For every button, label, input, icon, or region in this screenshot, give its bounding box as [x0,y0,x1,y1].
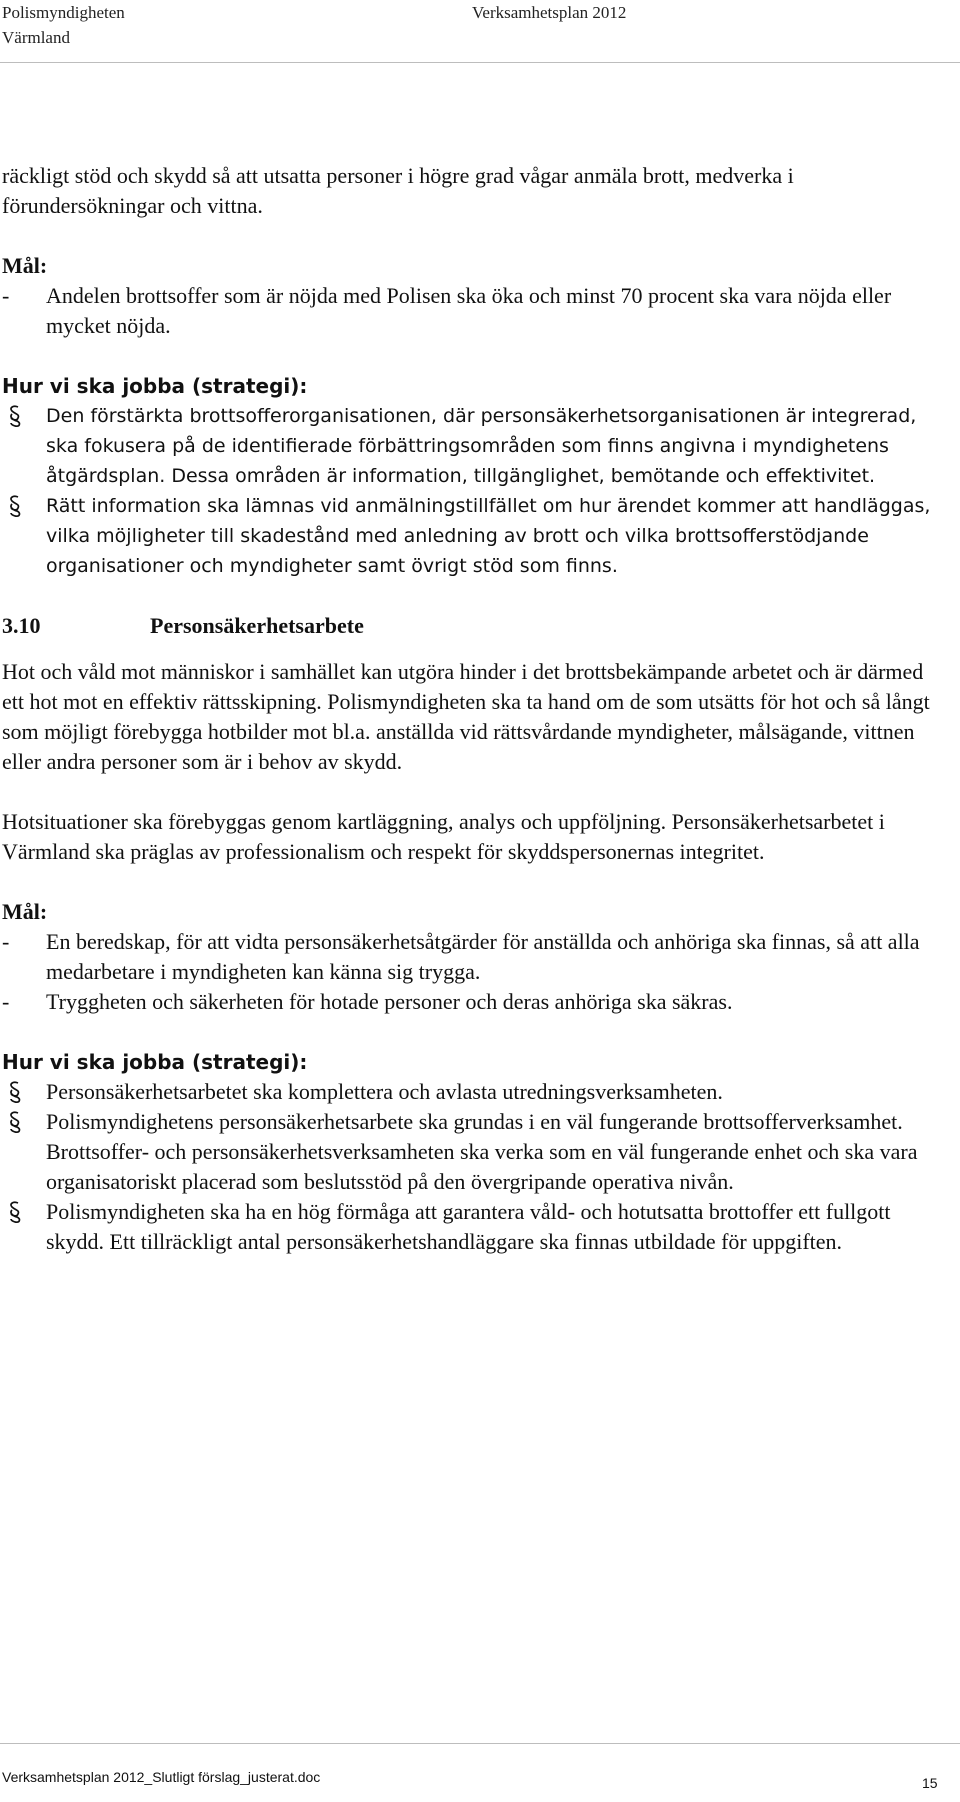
section-sign-bullet-icon [4,1200,26,1224]
page-number: 15 [922,1775,938,1791]
goal-text: Tryggheten och säkerheten för hotade personer och deras anhöriga ska säkras. [46,989,733,1014]
footer-filename: Verksamhetsplan 2012_Slutligt förslag_justerat.doc [2,1769,321,1785]
section-sign-bullet-icon [4,1080,26,1104]
footer-divider [0,1743,960,1744]
document-body [2,161,942,1257]
strategy-text: Rätt information ska lämnas vid anmälningstillfället om hur ärendet kommer att handläggas, vilka möjligheter till skadestånd med anledning av brott och vilka brottsofferstödjande organisationer och myndigheter samt övrigt stöd som finns. [46,495,931,577]
goal-text: En beredskap, för att vidta personsäkerhetsåtgärder för anställda och anhöriga ska finnas, så att alla medarbetare i myndigheten kan känna sig trygga. [46,929,920,984]
goals-heading: Mål: [2,899,48,924]
strategy-item [2,1077,942,1107]
header-org-line2: Värmland [2,28,70,47]
section-number: 3.10 [2,613,41,638]
section-paragraph: Hotsituationer ska förebyggas genom kartläggning, analys och uppföljning. Personsäkerhetsarbetet i Värmland ska präglas av professionalism och respekt för skyddspersonernas integritet. [2,809,885,864]
goal-item: - Tryggheten och säkerheten för hotade personer och deras anhöriga ska säkras. [2,989,733,1014]
goals-heading: Mål: [2,253,48,278]
header-document-title: Verksamhetsplan 2012 [472,3,627,22]
intro-paragraph: räckligt stöd och skydd så att utsatta personer i högre grad vågar anmäla brott, medverka i förundersökningar och vittna. [2,163,794,218]
header-org-line1: Polismyndigheten [2,3,125,22]
header-organization [2,0,125,50]
section-paragraph: Hot och våld mot människor i samhället kan utgöra hinder i det brottsbekämpande arbetet och är därmed ett hot mot en effektiv rättsskipning. Polismyndigheten ska ta hand om de som utsätts för hot och så långt som möjligt förebygga hotbilder mot bl.a. anställda vid rättsvårdande myndigheter, målsägande, vittnen eller andra personer som är i behov av skydd. [2,659,930,774]
strategy-heading: Hur vi ska jobba (strategi): [2,374,308,398]
strategy-heading: Hur vi ska jobba (strategi): [2,1050,308,1074]
strategy-item [2,491,942,581]
strategy-text: Polismyndighetens personsäkerhetsarbete ska grundas i en väl fungerande brottsofferverksamhet. Brottsoffer- och personsäkerhetsverksamheten ska verka som en väl fungerande enhet och ska vara organisatoriskt placerad som beslutsstöd på den övergripande operativa nivån. [46,1109,918,1194]
strategy-item [2,1197,942,1257]
section-title: Personsäkerhetsarbete [150,613,364,638]
section-sign-bullet-icon [4,494,26,518]
strategy-text: Polismyndigheten ska ha en hög förmåga att garantera våld- och hotutsatta brottoffer ett fullgott skydd. Ett tillräckligt antal personsäkerhetshandläggare ska finnas utbildade för uppgiften. [46,1199,891,1254]
section-sign-bullet-icon [4,404,26,428]
goal-item: - En beredskap, för att vidta personsäkerhetsåtgärder för anställda och anhöriga ska finnas, så att alla medarbetare i myndigheten kan känna sig trygga. [2,929,920,984]
goal-item: - Andelen brottsoffer som är nöjda med Polisen ska öka och minst 70 procent ska vara nöjda eller mycket nöjda. [2,283,892,338]
section-sign-bullet-icon [4,1110,26,1134]
strategy-item [2,401,942,491]
goal-text: Andelen brottsoffer som är nöjda med Polisen ska öka och minst 70 procent ska vara nöjda eller mycket nöjda. [46,283,892,338]
header-divider [0,62,960,63]
strategy-text: Den förstärkta brottsofferorganisationen, där personsäkerhetsorganisationen är integrerad, ska fokusera på de identifierade förbättringsområden som finns angivna i myndighetens åtgärdsplan. Dessa områden är information, tillgänglighet, bemötande och effektivitet. [46,405,917,487]
strategy-text: Personsäkerhetsarbetet ska komplettera och avlasta utredningsverksamheten. [46,1079,723,1104]
strategy-item [2,1107,942,1197]
section-heading [2,611,942,641]
